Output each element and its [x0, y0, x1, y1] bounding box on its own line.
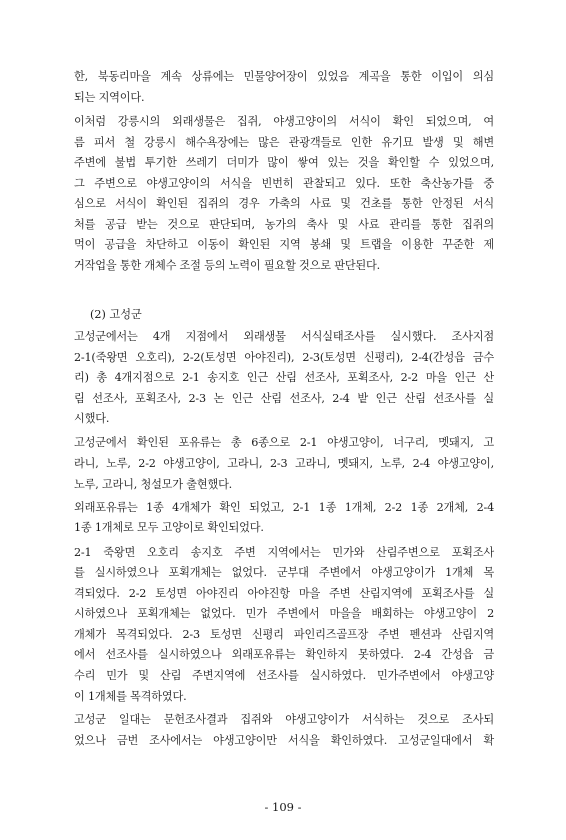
- paragraph-line: 격되었다. 2-2 토성면 아야진리 아야진항 마을 주변 산림지역에 포획조사를 실: [74, 586, 494, 600]
- section-heading: (2) 고성군: [90, 307, 142, 321]
- paragraph-line: 름 피서 철 강릉시 해수욕장에는 많은 관광객들로 인한 유기묘 발생 및 해변: [74, 135, 494, 149]
- paragraph-line: 시했다.: [74, 412, 110, 426]
- paragraph-line: 를 실시하였으나 포획개체는 없었다. 군부대 주변에서 야생고양이가 1개체 목: [74, 565, 494, 579]
- paragraph-line: 개체가 목격되었다. 2-3 토성면 신평리 파인리즈골프장 주변 펜션과 산림지역: [74, 628, 494, 642]
- paragraph-line: 처를 공급 받는 것으로 판단되며, 농가의 축사 및 사료 관리를 통한 집쥐의: [74, 218, 494, 231]
- paragraph-line: 이 1개체를 목격하였다.: [74, 689, 187, 703]
- paragraph-line: 고성군 일대는 문헌조사결과 집쥐와 야생고양이가 서식하는 것으로 조사되: [74, 713, 494, 726]
- paragraph-line: 외래포유류는 1종 4개체가 확인 되었고, 2-1 1종 1개체, 2-2 1종 2개체, 2-4: [74, 501, 494, 515]
- paragraph-line: 리) 총 4개지점으로 2-1 송지호 인근 산림 선조사, 포획조사, 2-2 마을 인근 산: [74, 370, 494, 384]
- paragraph-line: 거작업을 통한 개체수 조절 등의 노력이 필요할 것으로 판단된다.: [74, 259, 380, 273]
- paragraph-line: 먹이 공급을 차단하고 이동이 확인된 지역 봉쇄 및 트랩을 이용한 꾸준한 제: [74, 238, 494, 252]
- paragraph-line: 었으나 금번 조사에서는 야생고양이만 서식을 확인하였다. 고성군일대에서 확: [74, 734, 494, 747]
- paragraph-line: 주변에 불법 투기한 쓰레기 더미가 많이 쌓여 있는 것을 확인할 수 있었으며,: [74, 155, 494, 169]
- paragraph-line: 고성군에서는 4개 지점에서 외래생물 서식실태조사를 실시했다. 조사지점: [74, 329, 494, 343]
- paragraph-line: 심으로 서식이 확인된 집쥐의 경우 가축의 사료 및 건초를 통한 안정된 서식: [74, 197, 494, 210]
- paragraph-line: 그 주변으로 야생고양이의 서식을 빈번히 관찰되고 있다. 또한 축산농가를 중: [74, 176, 494, 190]
- paragraph-line: 이처럼 강릉시의 외래생물은 집쥐, 야생고양이의 서식이 확인 되었으며, 여: [74, 114, 494, 128]
- paragraph-line: 라니, 노루, 2-2 야생고양이, 고라니, 2-3 고라니, 멧돼지, 노루, 2-4 야생고양이,: [74, 456, 494, 470]
- paragraph-line: 시하였으나 포획개체는 없었다. 민가 주변에서 마을을 배회하는 야생고양이 2: [74, 607, 494, 620]
- page-number: - 109 -: [264, 800, 302, 814]
- paragraph-line: 수리 민가 및 산림 주변지역에 선조사를 실시하였다. 민가주변에서 야생고양: [74, 669, 494, 683]
- paragraph-line: 고성군에서 확인된 포유류는 총 6종으로 2-1 야생고양이, 너구리, 멧돼지, 고: [74, 436, 494, 450]
- paragraph-line: 2-1 죽왕면 오호리 송지호 주변 지역에서는 민가와 산림주변으로 포획조사: [74, 545, 494, 559]
- paragraph-line: 노루, 고라니, 청설모가 출현했다.: [74, 477, 233, 491]
- paragraph-line: 림 선조사, 포획조사, 2-3 논 인근 산림 선조사, 2-4 밭 인근 산림 선조사를 실: [74, 391, 494, 405]
- paragraph-line: 1종 1개체로 모두 고양이로 확인되었다.: [74, 521, 264, 535]
- paragraph-line: 되는 지역이다.: [74, 91, 145, 104]
- paragraph-line: 2-1(죽왕면 오호리), 2-2(토성면 아야진리), 2-3(토성면 신평리), 2-4(간성읍 금수: [74, 350, 494, 364]
- paragraph-line: 에서 선조사를 실시하였으나 외래포유류는 확인하지 못하였다. 2-4 간성읍 금: [74, 648, 494, 662]
- paragraph-line: 한, 북동리마을 계속 상류에는 민물양어장이 있었음 계곡을 통한 이입이 의심: [74, 70, 494, 83]
